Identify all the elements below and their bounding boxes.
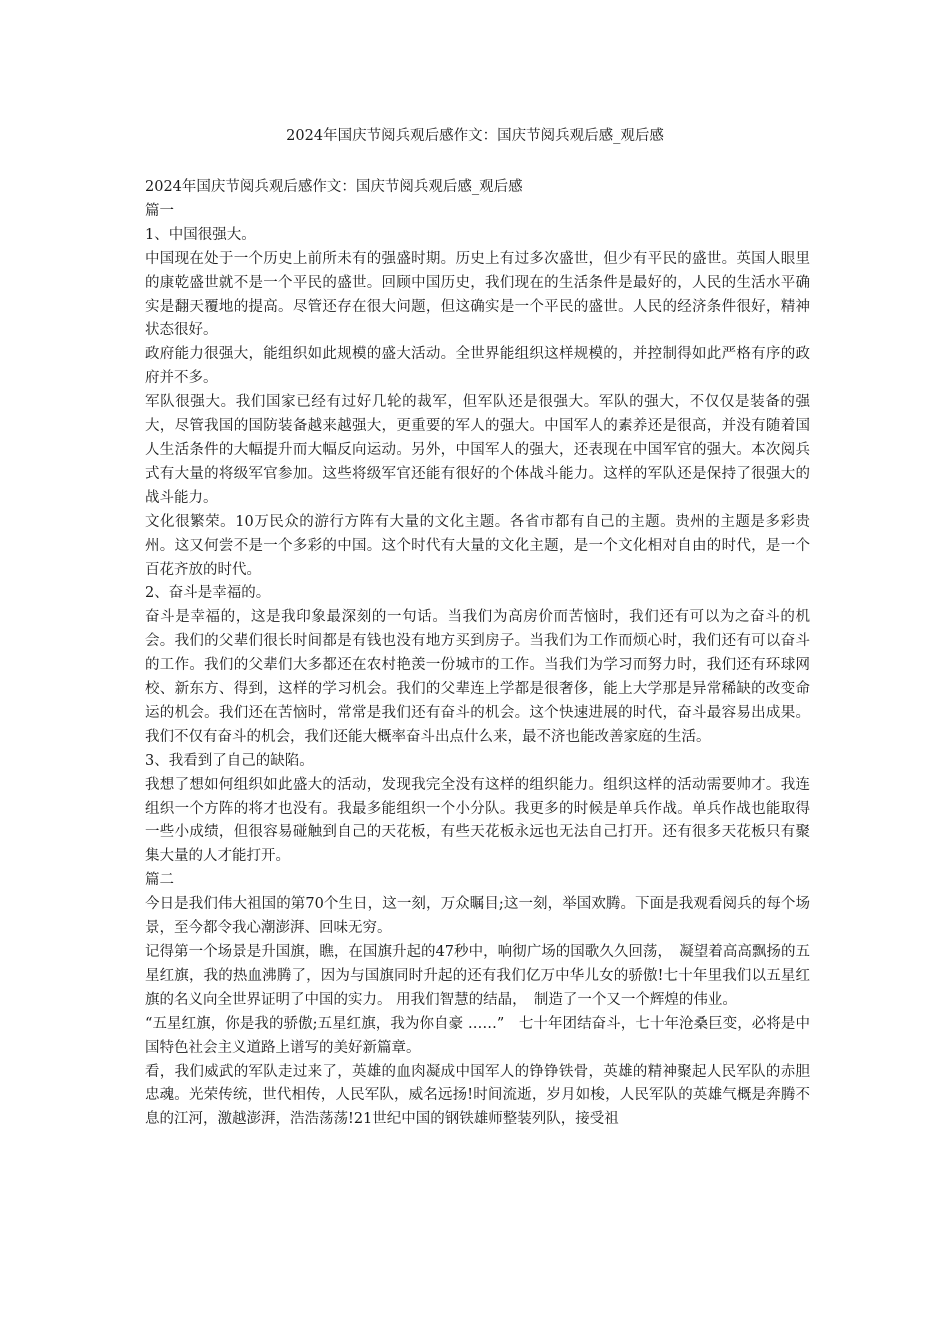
document-body — [145, 176, 810, 1132]
paragraph: 看，我们威武的军队走过来了，英雄的血肉凝成中国军人的铮铮铁骨，英雄的精神聚起人民军队的赤胆忠魂。光荣传统，世代相传，人民军队，威名远扬!时间流逝，岁月如梭，人民军队的英雄气概是奔腾不息的江河，激越澎湃，浩浩荡荡!21世纪中国的钢铁雄师整装列队，接受祖 — [145, 1063, 810, 1128]
paragraph: 文化很繁荣。10万民众的游行方阵有大量的文化主题。各省市都有自己的主题。贵州的主题是多彩贵州。这又何尝不是一个多彩的中国。这个时代有大量的文化主题，是一个文化相对自由的时代，是一个百花齐放的时代。 — [145, 513, 810, 578]
paragraph: “五星红旗，你是我的骄傲;五星红旗，我为你自豪 ……” 七十年团结奋斗，七十年沧桑巨变，必将是中国特色社会主义道路上谱写的美好新篇章。 — [145, 1015, 810, 1056]
subheading: 3、我看到了自己的缺陷。 — [145, 752, 314, 769]
paragraph: 我想了想如何组织如此盛大的活动，发现我完全没有这样的组织能力。组织这样的活动需要帅才。我连组织一个方阵的将才也没有。我最多能组织一个小分队。我更多的时候是单兵作战。单兵作战也能取得一些小成绩，但很容易碰触到自己的天花板，有些天花板永远也无法自己打开。还有很多天花板只有聚集大量的人才能打开。 — [145, 776, 810, 865]
subheading: 2、奋斗是幸福的。 — [145, 585, 271, 602]
subheading: 1、中国很强大。 — [145, 226, 256, 243]
paragraph: 政府能力很强大，能组织如此规模的盛大活动。全世界能组织这样规模的，并控制得如此严格有序的政府并不多。 — [145, 346, 810, 387]
document-title: 2024年国庆节阅兵观后感作文：国庆节阅兵观后感_观后感 — [286, 128, 664, 144]
paragraph: 中国现在处于一个历史上前所未有的强盛时期。历史上有过多次盛世，但少有平民的盛世。英国人眼里的康乾盛世就不是一个平民的盛世。回顾中国历史，我们现在的生活条件是最好的，人民的生活水平确实是翻天覆地的提高。尽管还存在很大问题，但这确实是一个平民的盛世。人民的经济条件很好，精神状态很好。 — [145, 250, 810, 339]
section-label: 篇二 — [145, 872, 174, 889]
section-label: 篇一 — [145, 202, 174, 219]
paragraph: 军队很强大。我们国家已经有过好几轮的裁军，但军队还是很强大。军队的强大，不仅仅是装备的强大，尽管我国的国防装备越来越强大，更重要的军人的强大。中国军人的素养还是很高，并没有随着国人生活条件的大幅提升而大幅反向运动。另外，中国军人的强大，还表现在中国军官的强大。本次阅兵式有大量的将级军官参加。这些将级军官还能有很好的个体战斗能力。这样的军队还是保持了很强大的战斗能力。 — [145, 394, 810, 506]
paragraph: 记得第一个场景是升国旗，瞧，在国旗升起的47秒中，响彻广场的国歌久久回荡， 凝望着高高飘扬的五星红旗，我的热血沸腾了，因为与国旗同时升起的还有我们亿万中华儿女的骄傲!七十年里我们以五星红旗的名义向全世界证明了中国的实力。 用我们智慧的结晶， 制造了一个又一个辉煌的伟业。 — [145, 944, 810, 1008]
paragraph: 奋斗是幸福的，这是我印象最深刻的一句话。当我们为高房价而苦恼时，我们还有可以为之奋斗的机会。我们的父辈们很长时间都是有钱也没有地方买到房子。当我们为工作而烦心时，我们还有可以奋斗的工作。我们的父辈们大多都还在农村艳羡一份城市的工作。当我们为学习而努力时，我们还有环球网校、新东方、得到，这样的学习机会。我们的父辈连上学都是很奢侈，能上大学那是异常稀缺的改变命运的机会。我们还在苦恼时，常常是我们还有奋斗的机会。这个快速进展的时代，奋斗最容易出成果。我们不仅有奋斗的机会，我们还能大概率奋斗出点什么来，最不济也能改善家庭的生活。 — [145, 609, 810, 745]
body-heading: 2024年国庆节阅兵观后感作文：国庆节阅兵观后感_观后感 — [145, 179, 523, 195]
paragraph: 今日是我们伟大祖国的第70个生日，这一刻，万众瞩目;这一刻，举国欢腾。下面是我观看阅兵的每个场景，至今都令我心潮澎湃、回味无穷。 — [145, 896, 810, 937]
